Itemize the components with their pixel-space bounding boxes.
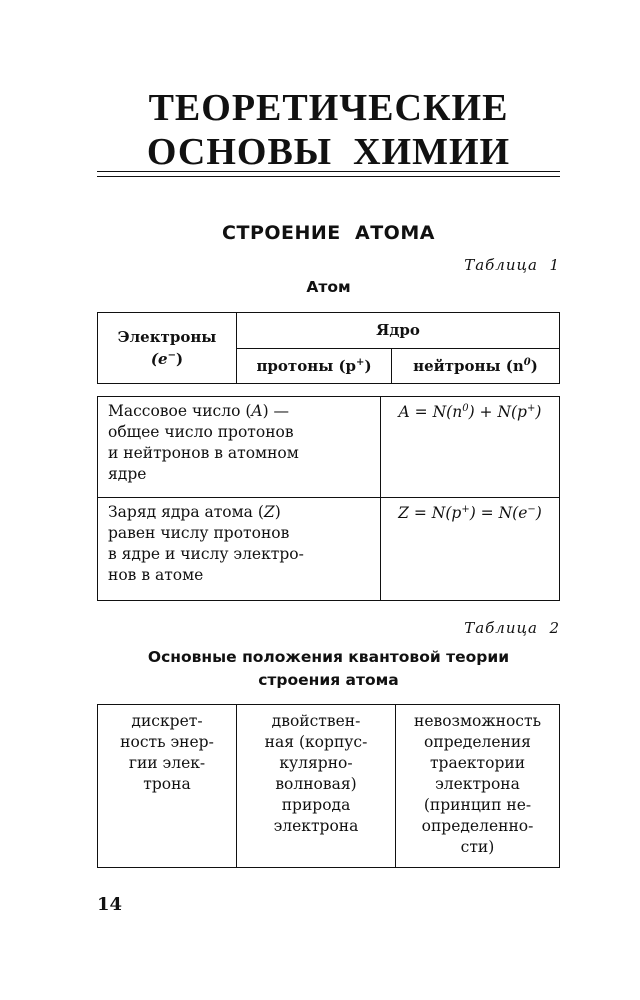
table-row [98,498,560,601]
table2-caption-line1: Основные положения квантовой теории [147,648,510,666]
table1-label: Таблица 1 [464,256,560,274]
core-cell: Ядро [237,313,560,349]
section-title: СТРОЕНИЕ АТОМА [222,222,435,244]
table2-label: Таблица 2 [464,619,560,637]
mass-number-description: Массовое число (A) — общее число протонов и нейтронов в атомном ядре [98,397,381,498]
electrons-label: Электроны [117,328,217,346]
wave-particle-duality-cell: двойствен- ная (корпус- кулярно- волновая) природа электрона [237,705,396,868]
protons-cell: протоны (p+) [237,348,392,384]
atom-quantities-table [97,396,560,601]
title-rule-bottom [97,176,560,177]
table-row [98,705,560,868]
table-row [98,397,560,498]
chapter-title-line2: ОСНОВЫ ХИМИИ [146,131,511,173]
table1-caption: Атом [306,278,351,296]
nuclear-charge-formula: Z = N(p+) = N(e−) [381,498,560,601]
uncertainty-principle-cell: невозможность определения траектории электрона (принцип не- определенно- сти) [396,705,560,868]
mass-number-formula: $A = N(n^0) + N(p^+)$ [381,397,560,498]
chapter-title [97,86,560,174]
quantum-theory-table [97,704,560,868]
atom-structure-table [97,312,560,384]
chapter-title-line1: ТЕОРЕТИЧЕСКИЕ [148,87,509,129]
electrons-symbol: (e−) [150,350,184,368]
table2-caption [97,646,560,692]
nuclear-charge-description: Заряд ядра атома (Z) равен числу протонов в ядре и числу электро- нов в атоме [98,498,381,601]
electrons-cell [98,313,237,384]
neutrons-cell: нейтроны $(n^0)$ [392,348,560,384]
page-number: 14 [97,894,123,915]
table2-caption-line2: строения атома [258,671,399,689]
title-rule-top [97,171,560,172]
energy-discreteness-cell: дискрет- ность энер- гии элек- трона [98,705,237,868]
